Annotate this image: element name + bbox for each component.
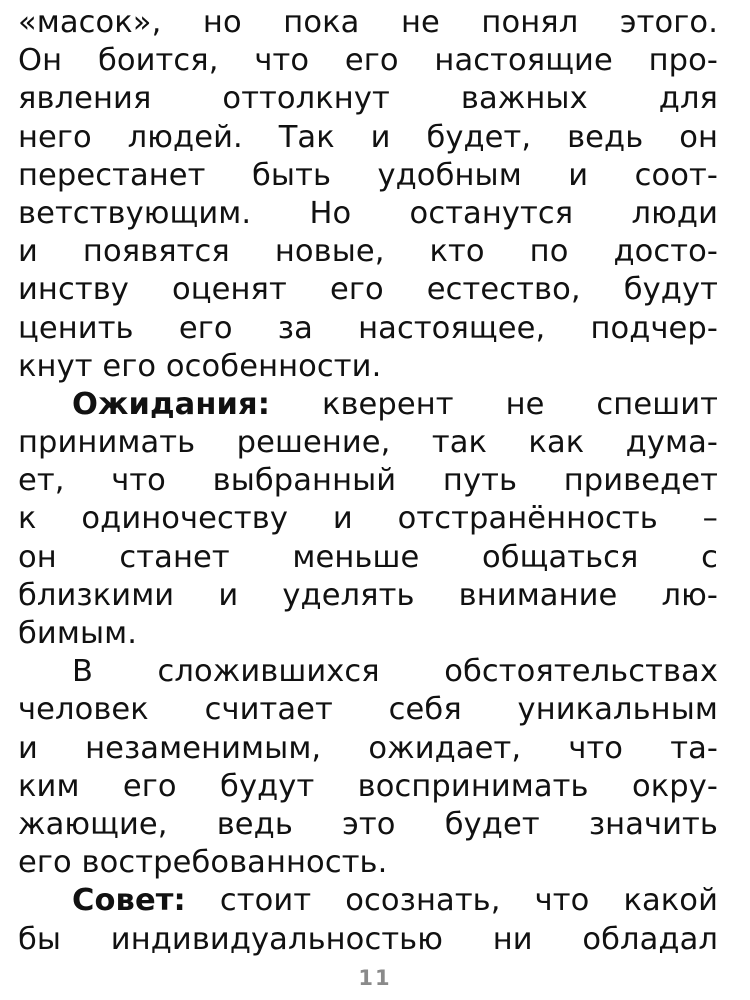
page-number: 11 bbox=[358, 966, 392, 990]
text-line: ким его будут воспринимать окру- bbox=[18, 768, 718, 804]
text-line: ценить его за настоящее, подчер- bbox=[18, 310, 718, 346]
text-line: он станет меньше общаться с bbox=[18, 539, 718, 575]
text-line: «масок», но пока не понял этого. bbox=[18, 5, 718, 40]
text-line: него людей. Так и будет, ведь он bbox=[18, 119, 718, 155]
section-label-expectations: Ожидания: bbox=[72, 386, 270, 422]
paragraph-1 bbox=[18, 4, 718, 386]
text-line: В сложившихся обстоятельствах bbox=[72, 654, 718, 690]
text-line: ет, что выбранный путь приведет bbox=[18, 463, 718, 499]
text-line: бы индивидуальностью ни обладал bbox=[18, 921, 718, 957]
text-fragment: кверент не спешит bbox=[270, 386, 718, 422]
text-line: и появятся новые, кто по досто- bbox=[18, 234, 718, 270]
text-line: бимым. bbox=[18, 616, 138, 651]
text-line: жающие, ведь это будет значить bbox=[18, 806, 718, 842]
section-label-advice: Совет: bbox=[72, 883, 186, 919]
paragraph-expectations bbox=[18, 386, 718, 653]
text-line: близкими и уделять внимание лю- bbox=[18, 577, 718, 613]
text-line: к одиночеству и отстранённость – bbox=[18, 501, 718, 537]
text-line: принимать решение, так как дума- bbox=[18, 425, 718, 461]
text-line bbox=[18, 882, 718, 920]
text-line: кнут его особенности. bbox=[18, 348, 382, 384]
text-fragment: стоит осознать, что какой bbox=[185, 883, 718, 919]
text-line bbox=[18, 386, 718, 424]
text-line: явления оттолкнут важных для bbox=[18, 81, 718, 117]
text-line: инству оценят его естество, будут bbox=[18, 272, 718, 308]
text-line: перестанет быть удобным и соот- bbox=[18, 157, 718, 193]
paragraph-advice bbox=[18, 882, 718, 958]
paragraph-3 bbox=[18, 653, 718, 882]
text-line: его востребованность. bbox=[18, 845, 388, 881]
text-line: и незаменимым, ожидает, что та- bbox=[18, 730, 718, 766]
text-line: ветствующим. Но останутся люди bbox=[18, 195, 718, 231]
text-line: человек считает себя уникальным bbox=[18, 692, 718, 728]
text-line: Он боится, что его настоящие про- bbox=[18, 43, 718, 79]
